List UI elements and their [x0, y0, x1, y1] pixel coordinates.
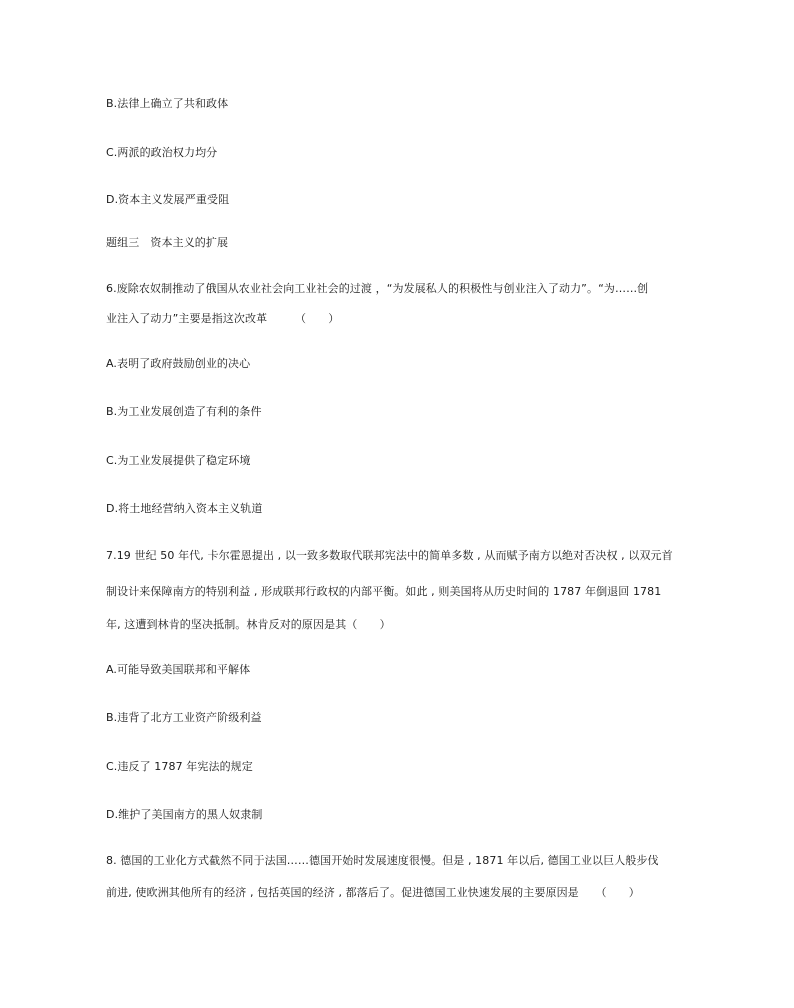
q7-option-c: C.违反了 1787 年宪法的规定	[106, 760, 253, 773]
q6-option-b: B.为工业发展创造了有利的条件	[106, 405, 262, 418]
q7-stem-line-2: 制设计来保障南方的特别利益 , 形成联邦行政权的内部平衡。如此 , 则美国将从历史时间的 1787 年倒退回 1781	[106, 585, 662, 598]
q6-stem-line-2: 业注入了动力”主要是指这次改革 （ ）	[106, 312, 340, 325]
q6-option-a: A.表明了政府鼓励创业的决心	[106, 357, 251, 370]
q7-option-a: A.可能导致美国联邦和平解体	[106, 663, 251, 676]
q7-option-b: B.违背了北方工业资产阶级利益	[106, 711, 262, 724]
q7-stem-line-1: 7.19 世纪 50 年代, 卡尔霍恩提出 , 以一致多数取代联邦宪法中的简单多数 , 从而赋予南方以绝对否决权 , 以双元首	[106, 549, 673, 562]
q6-option-c: C.为工业发展提供了稳定环境	[106, 454, 251, 467]
q7-option-d: D.维护了美国南方的黑人奴隶制	[106, 808, 263, 821]
q8-stem-line-1: 8. 德国的工业化方式截然不同于法国……德国开始时发展速度很慢。但是 , 1871 年以后, 德国工业以巨人般步伐	[106, 854, 659, 867]
q6-stem-line-1: 6.废除农奴制推动了俄国从农业社会向工业社会的过渡 ，“为发展私人的积极性与创业注入了动力”。“为……创	[106, 282, 649, 295]
section-title: 题组三 资本主义的扩展	[106, 236, 229, 249]
q5-option-d: D.资本主义发展严重受阻	[106, 193, 230, 206]
q7-stem-line-3: 年, 这遭到林肯的坚决抵制。林肯反对的原因是其（ ）	[106, 618, 391, 631]
q5-option-c: C.两派的政治权力均分	[106, 146, 218, 159]
q8-stem-line-2: 前进, 使欧洲其他所有的经济 , 包括英国的经济 , 都落后了。促进德国工业快速发展的主要原因是 （ ）	[106, 886, 640, 899]
q6-option-d: D.将土地经营纳入资本主义轨道	[106, 502, 263, 515]
q5-option-b: B.法律上确立了共和政体	[106, 97, 229, 110]
